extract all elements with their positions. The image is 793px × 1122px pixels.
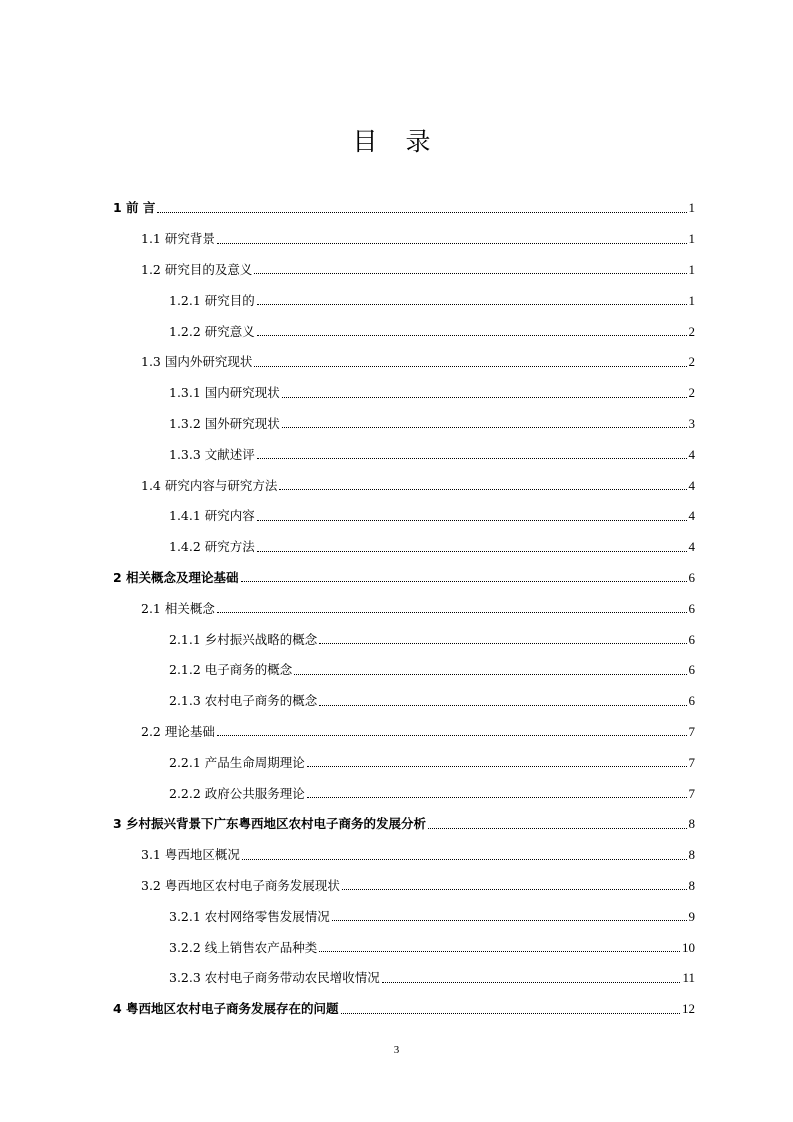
table-of-contents	[113, 193, 695, 1025]
toc-dot-leader	[319, 951, 680, 952]
toc-entry-page-number: 6	[688, 631, 695, 647]
toc-entry-page-number: 6	[688, 662, 695, 678]
toc-entry[interactable]	[113, 747, 695, 778]
toc-entry[interactable]	[113, 224, 695, 255]
toc-entry-page-number: 11	[682, 970, 695, 986]
toc-entry-label: 2.1.1 乡村振兴战略的概念	[169, 631, 318, 647]
toc-entry-page-number: 2	[688, 354, 695, 370]
toc-entry-label: 1 前 言	[113, 200, 156, 216]
toc-entry-label: 3.2.1 农村网络零售发展情况	[169, 908, 330, 924]
toc-entry[interactable]	[113, 686, 695, 717]
toc-entry[interactable]	[113, 501, 695, 532]
toc-dot-leader	[319, 643, 686, 644]
toc-entry[interactable]	[113, 193, 695, 224]
toc-entry-page-number: 6	[688, 569, 695, 585]
toc-entry[interactable]	[113, 717, 695, 748]
toc-dot-leader	[342, 889, 687, 890]
toc-entry[interactable]	[113, 409, 695, 440]
toc-entry[interactable]	[113, 316, 695, 347]
toc-entry-page-number: 3	[688, 415, 695, 431]
toc-dot-leader	[282, 427, 687, 428]
toc-dot-leader	[241, 581, 687, 582]
toc-entry-label: 1.3 国内外研究现状	[141, 354, 253, 370]
toc-entry-page-number: 1	[688, 200, 695, 216]
toc-entry-label: 1.3.1 国内研究现状	[169, 385, 280, 401]
toc-dot-leader	[257, 335, 687, 336]
toc-entry-label: 2.2.2 政府公共服务理论	[169, 785, 305, 801]
toc-dot-leader	[257, 304, 687, 305]
toc-entry[interactable]	[113, 932, 695, 963]
toc-dot-leader	[294, 674, 686, 675]
toc-dot-leader	[319, 705, 686, 706]
toc-entry[interactable]	[113, 655, 695, 686]
toc-entry[interactable]	[113, 470, 695, 501]
toc-entry-label: 3.2 粤西地区农村电子商务发展现状	[141, 877, 340, 893]
toc-entry[interactable]	[113, 901, 695, 932]
toc-entry-page-number: 1	[688, 292, 695, 308]
toc-entry-label: 2.1.2 电子商务的概念	[169, 662, 293, 678]
toc-entry-page-number: 8	[688, 847, 695, 863]
toc-entry-page-number: 7	[688, 785, 695, 801]
toc-entry-label: 3.2.3 农村电子商务带动农民增收情况	[169, 970, 380, 986]
toc-dot-leader	[341, 1013, 680, 1014]
toc-dot-leader	[254, 366, 686, 367]
toc-entry-page-number: 4	[688, 539, 695, 555]
toc-entry-page-number: 6	[688, 693, 695, 709]
toc-dot-leader	[217, 612, 687, 613]
toc-dot-leader	[332, 920, 687, 921]
toc-entry-page-number: 4	[688, 446, 695, 462]
toc-entry-page-number: 6	[688, 600, 695, 616]
toc-dot-leader	[242, 859, 687, 860]
toc-entry[interactable]	[113, 840, 695, 871]
toc-entry[interactable]	[113, 563, 695, 594]
toc-entry-label: 2.2.1 产品生命周期理论	[169, 754, 305, 770]
toc-entry-label: 1.2.2 研究意义	[169, 323, 255, 339]
toc-entry-page-number: 2	[688, 323, 695, 339]
toc-entry[interactable]	[113, 347, 695, 378]
toc-dot-leader	[282, 397, 687, 398]
toc-entry[interactable]	[113, 255, 695, 286]
toc-entry-label: 1.4 研究内容与研究方法	[141, 477, 278, 493]
toc-entry-page-number: 4	[688, 508, 695, 524]
toc-entry-label: 1.4.2 研究方法	[169, 539, 255, 555]
toc-dot-leader	[307, 766, 687, 767]
toc-entry[interactable]	[113, 439, 695, 470]
toc-entry-page-number: 7	[688, 723, 695, 739]
toc-dot-leader	[157, 212, 686, 213]
toc-entry-page-number: 7	[688, 754, 695, 770]
toc-dot-leader	[428, 828, 686, 829]
toc-entry-page-number: 10	[682, 939, 695, 955]
toc-entry[interactable]	[113, 994, 695, 1025]
toc-entry-label: 2.1 相关概念	[141, 600, 215, 616]
toc-entry-label: 3.1 粤西地区概况	[141, 847, 240, 863]
toc-entry-label: 1.3.2 国外研究现状	[169, 415, 280, 431]
toc-entry[interactable]	[113, 378, 695, 409]
toc-entry-page-number: 9	[688, 908, 695, 924]
toc-entry-label: 4 粤西地区农村电子商务发展存在的问题	[113, 1001, 339, 1017]
toc-entry-label: 3 乡村振兴背景下广东粤西地区农村电子商务的发展分析	[113, 816, 427, 832]
toc-entry-page-number: 2	[688, 385, 695, 401]
toc-entry[interactable]	[113, 778, 695, 809]
toc-dot-leader	[257, 551, 687, 552]
toc-entry-label: 2.2 理论基础	[141, 723, 215, 739]
toc-entry[interactable]	[113, 285, 695, 316]
toc-entry-page-number: 8	[688, 877, 695, 893]
toc-dot-leader	[257, 458, 687, 459]
toc-entry-label: 3.2.2 线上销售农产品种类	[169, 939, 318, 955]
toc-entry-page-number: 8	[688, 816, 695, 832]
toc-entry-label: 1.3.3 文献述评	[169, 446, 255, 462]
toc-entry-label: 1.2.1 研究目的	[169, 292, 255, 308]
toc-entry-label: 2.1.3 农村电子商务的概念	[169, 693, 318, 709]
toc-entry-label: 1.1 研究背景	[141, 231, 215, 247]
toc-dot-leader	[257, 520, 687, 521]
toc-entry-label: 1.4.1 研究内容	[169, 508, 255, 524]
page-title: 目 录	[352, 127, 441, 156]
toc-entry[interactable]	[113, 624, 695, 655]
toc-entry[interactable]	[113, 593, 695, 624]
toc-dot-leader	[254, 273, 686, 274]
toc-entry-page-number: 1	[688, 231, 695, 247]
toc-entry-page-number: 4	[688, 477, 695, 493]
toc-entry-page-number: 1	[688, 261, 695, 277]
toc-entry[interactable]	[113, 871, 695, 902]
toc-dot-leader	[217, 243, 687, 244]
toc-dot-leader	[279, 489, 686, 490]
toc-entry-label: 2 相关概念及理论基础	[113, 569, 239, 585]
toc-entry[interactable]	[113, 532, 695, 563]
toc-entry-page-number: 12	[682, 1001, 695, 1017]
toc-entry[interactable]	[113, 809, 695, 840]
toc-dot-leader	[217, 735, 687, 736]
footer-page-number: 3	[393, 1044, 400, 1056]
toc-dot-leader	[382, 982, 681, 983]
toc-entry[interactable]	[113, 963, 695, 994]
toc-entry-label: 1.2 研究目的及意义	[141, 261, 253, 277]
toc-dot-leader	[307, 797, 687, 798]
